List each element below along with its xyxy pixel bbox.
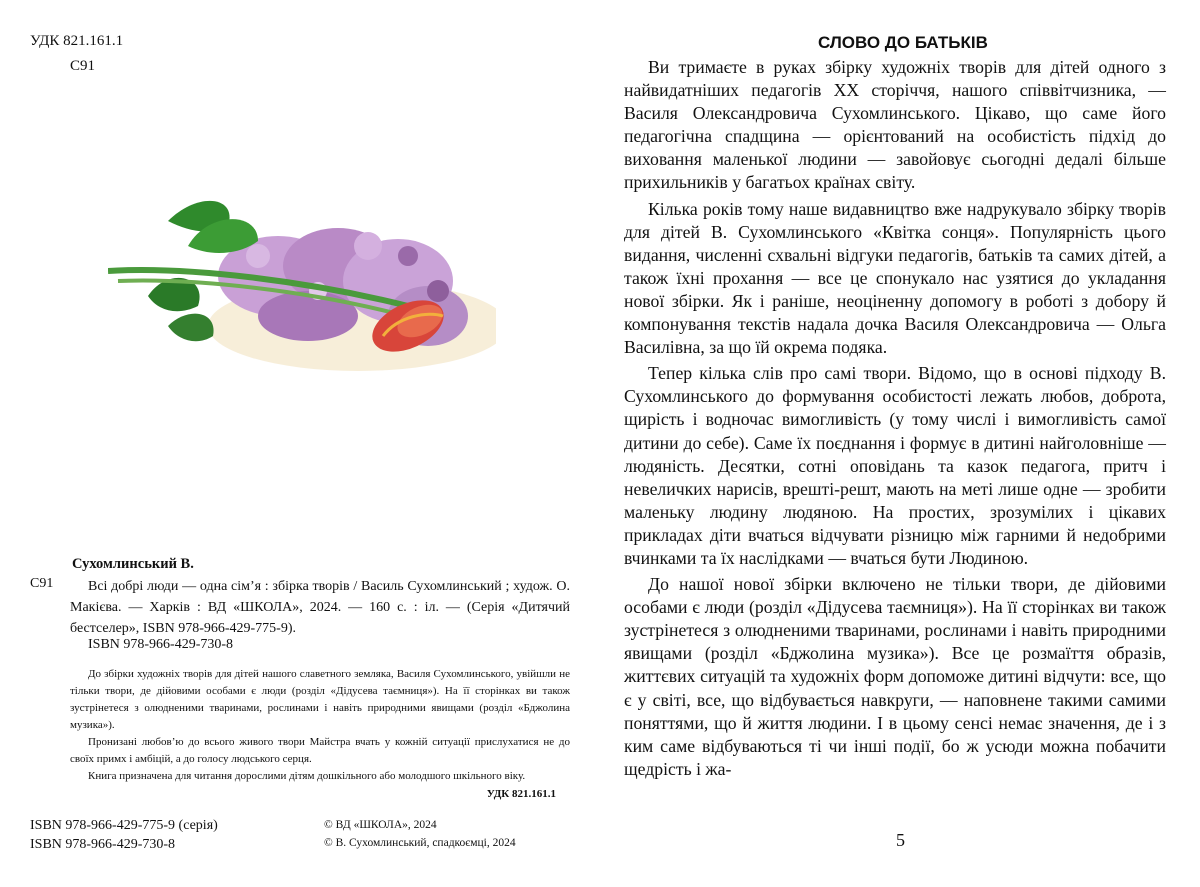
copyright-publisher: © ВД «ШКОЛА», 2024 <box>324 819 437 831</box>
catalog-author: Сухомлинський В. <box>72 556 194 572</box>
catalog-code: С91 <box>30 576 54 591</box>
preface-paragraph: Ви тримаєте в руках збірку художніх творів для дітей одного з найвидатніших педагогів ХХ сторіччя, нашого співвітчизника, — Василя Олександровича Сухомлинського. Цікаво, що саме його педагогічна спадщина — орієнтований на особистість підхід до виховання маленької людини — завойовує сьогодні дедалі більше прихильників у багатьох країнах світу. <box>624 57 1166 193</box>
udk-code-bottom: УДК 821.161.1 <box>486 788 556 800</box>
preface-paragraph: Кілька років тому наше видавництво вже надрукувало збірку творів для дітей В. Сухомлинського «Квітка сонця». Популярність цього видання, численні схвальні відгуки педагогів, батьків та самих дітей, а також їхні прохання — все це спонукало нас узятися до укладання нової збірки. Як і раніше, неоціненну допомогу в роботі з добору й компонування текстів надала дочка Василя Олександровича — Ольга Василівна, за що їй окрема подяка. <box>624 198 1166 358</box>
lilac-tulip-illustration <box>108 186 496 378</box>
author-mark-top: С91 <box>70 58 96 74</box>
annotation <box>70 666 570 785</box>
isbn-series: ISBN 978-966-429-775-9 (серія) <box>30 818 218 833</box>
preface-paragraph: Тепер кілька слів про самі твори. Відомо, що в основі підходу В. Сухомлинського до формування особистості лежать любов, доброта, щирість і водночас вимогливість (у тому числі і вимогливість самої дитини до себе). Саме їх поєднання і формує в дитині найголовніше — людяність. Десятки, сотні оповідань та казок педагога, притч і невеличких нарисів, врешті-решт, мають на меті лише одне — зробити маленьку людину людяною. На простих, зрозумілих і цікавих прикладах діти вчаться відчувати різницю між гарними й недобрими вчинками та їх наслідками — вчаться бути Людиною. <box>624 363 1166 568</box>
udk-code-top: УДК 821.161.1 <box>30 33 124 49</box>
isbn-main: ISBN 978-966-429-730-8 <box>88 637 234 652</box>
bibliographic-text: Всі добрі люди — одна сім’я : збірка творів / Василь Сухомлинський ; худож. О. Макієва. — Харків : ВД «ШКОЛА», 2024. — 160 с. : іл. — (Серія «Дитячий бестселер», ISBN 978-966-429-775-9). <box>70 579 570 636</box>
annotation-paragraph: До збірки художніх творів для дітей нашого славетного земляка, Василя Сухомлинського, увійшли не тільки твори, де дійовими особами є люди (розділ «Дідусева таємниця»). На її сторінках ви також зустрінетеся з олюдненими тваринами, рослинами і навіть природними явищами (розділ «Бджолина музика»). <box>70 668 570 731</box>
preface-paragraph: До нашої нової збірки включено не тільки твори, де дійовими особами є люди (розділ «Дідусева таємниця»). На її сторінках ви також зустрінетеся з олюдненими тваринами, рослинами і навіть природними явищами (розділ «Бджолина музика»). Все це розмаїття образів, життєвих ситуацій та художніх форм допоможе дитині відчути: все, що є у світі, все, що відбувається навкруги, — наповнене такими самими поняттями, що й життя людини. І в цьому сенсі немає значення, де і з ким саме відбуваються ті чи інші події, бо ж усюди можна побачити щедрість і жа- <box>624 574 1166 779</box>
page-number: 5 <box>896 830 905 850</box>
page-title: СЛОВО ДО БАТЬКІВ <box>818 33 988 52</box>
isbn-book: ISBN 978-966-429-730-8 <box>30 837 176 852</box>
copyright-author: © В. Сухомлинський, спадкоємці, 2024 <box>324 837 516 849</box>
bibliographic-description <box>70 576 570 639</box>
annotation-paragraph: Книга призначена для читання дорослими дітям дошкільного або молодшого шкільного віку. <box>88 770 526 782</box>
preface-text <box>624 56 1166 784</box>
annotation-paragraph: Пронизані любов’ю до всього живого твори Майстра вчать у кожній ситуації прислухатися не до своїх примх і амбіцій, а до голосу людського серця. <box>70 736 570 765</box>
